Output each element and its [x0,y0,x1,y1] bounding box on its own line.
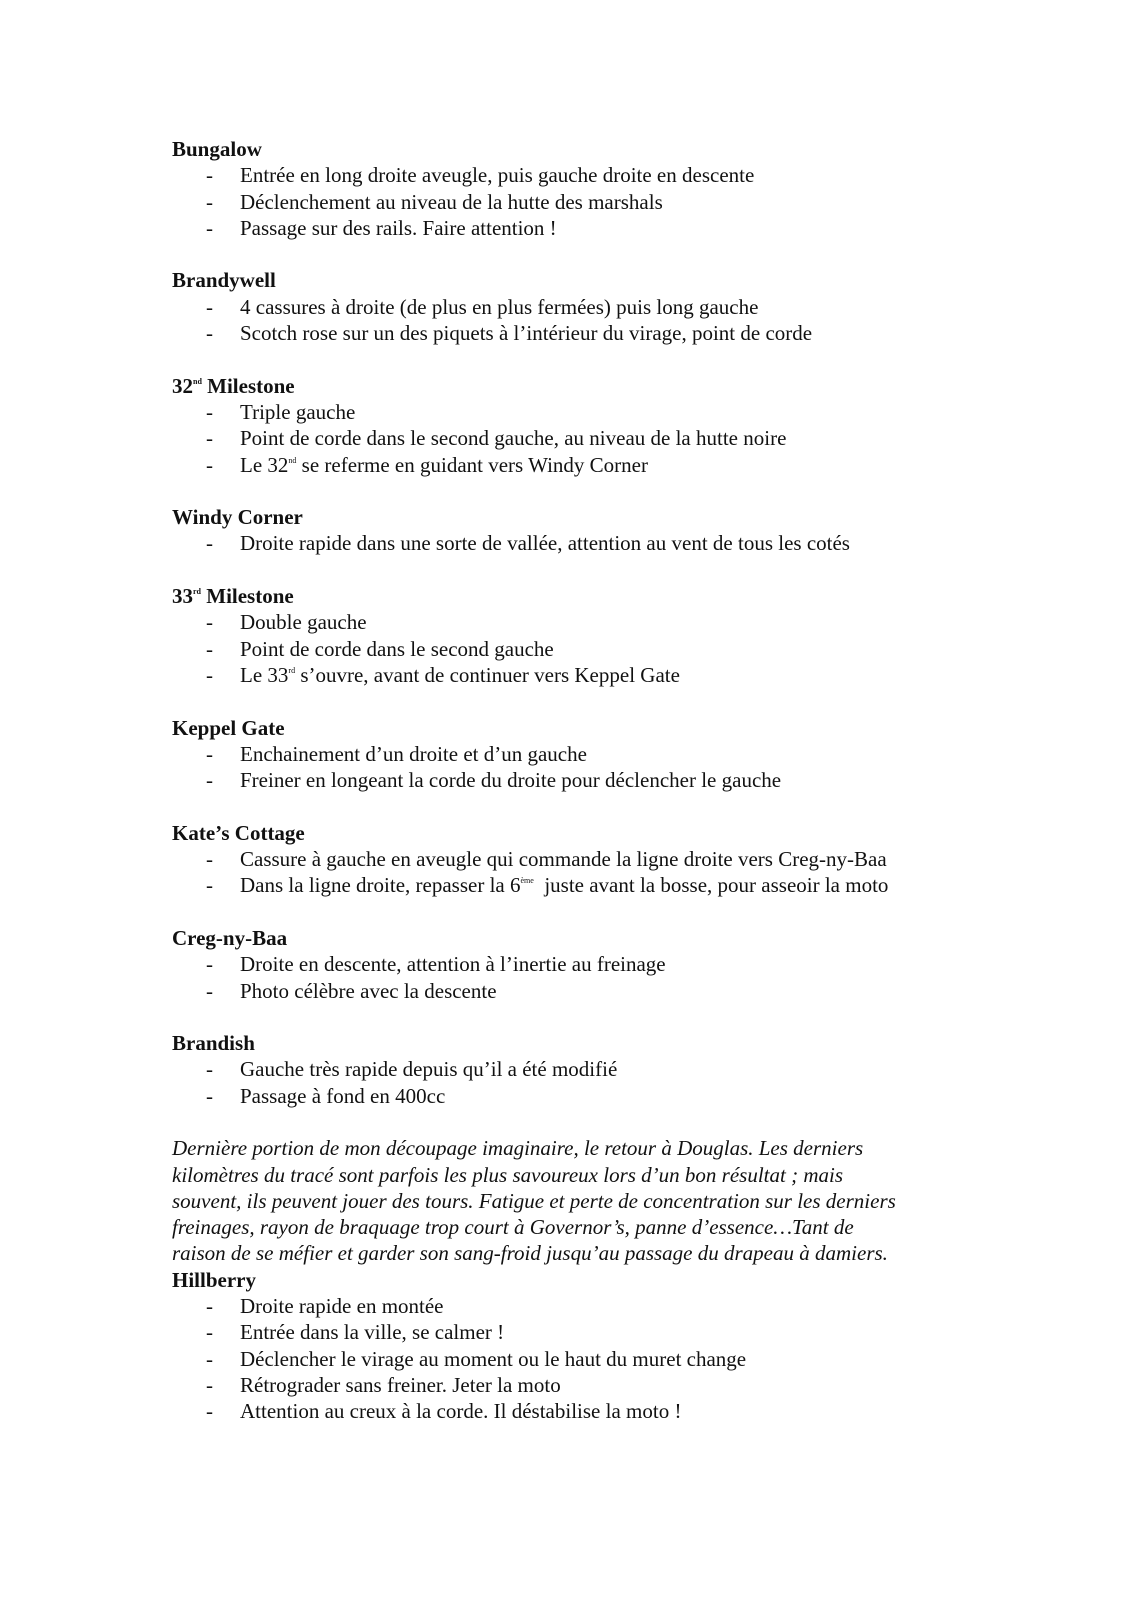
list-item-text: Scotch rose sur un des piquets à l’intérieur du virage, point de corde [240,321,813,346]
list-item-text: 4 cassures à droite (de plus en plus fermées) puis long gauche [240,294,759,319]
list-item [172,1398,972,1424]
bullet-dash: - [206,1320,213,1345]
bullet-dash: - [206,189,213,214]
section-title: Windy Corner [172,505,303,530]
title-text: Milestone [201,373,295,398]
list-item [172,452,972,478]
list-item-text: Déclencher le virage au moment ou le haut du muret change [240,1346,747,1371]
list-item-text: Passage à fond en 400cc [240,1083,446,1108]
list-item-text: Enchainement d’un droite et d’un gauche [240,741,587,766]
section-keppel-gate [172,715,972,794]
list-item-text-pre: Dans la ligne droite, repasser la 6 [240,873,521,898]
list-item [172,425,972,451]
list-item-text: Point de corde dans le second gauche [240,636,554,661]
list-item-text: Photo célèbre avec la descente [240,978,497,1003]
bullet-dash: - [206,426,213,451]
list-item [172,636,972,662]
bullet-dash: - [206,1294,213,1319]
list-item [172,399,972,425]
section-33rd-milestone [172,583,972,688]
section-brandywell [172,267,972,346]
list-item-text: Droite en descente, attention à l’inertie au freinage [240,952,666,977]
list-item-text: Entrée en long droite aveugle, puis gauche droite en descente [240,163,755,188]
intro-line: freinages, rayon de braquage trop court à Governor’s, panne d’essence…Tant de [172,1215,854,1240]
section-title: Creg-ny-Baa [172,925,288,950]
list-item [172,1372,972,1398]
section-32nd-milestone [172,373,972,478]
list-item [172,1293,972,1319]
bullet-list [172,162,972,241]
intro-paragraph [172,1135,972,1266]
list-item [172,978,972,1004]
bullet-dash: - [206,873,213,898]
list-item-text-pre: Le 32 [240,452,289,477]
section-title [172,373,972,399]
bullet-list [172,741,972,794]
list-item [172,294,972,320]
section-spacer [172,1004,972,1030]
list-item [172,609,972,635]
bullet-dash: - [206,1372,213,1397]
list-item-text: Double gauche [240,610,367,635]
list-item [172,320,972,346]
bullet-dash: - [206,321,213,346]
bullet-dash: - [206,847,213,872]
ordinal-superscript: nd [288,455,297,465]
bullet-dash: - [206,741,213,766]
list-item-text: Attention au creux à la corde. Il déstabilise la moto ! [240,1399,682,1424]
list-item [172,1083,972,1109]
list-item-text-post: se referme en guidant vers Windy Corner [296,452,648,477]
intro-line: Dernière portion de mon découpage imaginaire, le retour à Douglas. Les derniers [172,1136,864,1161]
list-item [172,741,972,767]
bullet-dash: - [206,531,213,556]
section-title: Brandish [172,1031,255,1056]
bullet-list [172,399,972,478]
list-item [172,189,972,215]
section-spacer [172,793,972,819]
title-number: 33 [172,584,193,609]
section-hillberry [172,1267,972,1425]
section-title: Kate’s Cottage [172,820,305,845]
list-item [172,767,972,793]
list-item [172,530,972,556]
title-number: 32 [172,373,193,398]
bullet-dash: - [206,768,213,793]
section-spacer [172,478,972,504]
section-title [172,583,972,609]
list-item [172,1346,972,1372]
list-item-text: Entrée dans la ville, se calmer ! [240,1320,505,1345]
bullet-dash: - [206,163,213,188]
list-item-text-post: s’ouvre, avant de continuer vers Keppel Gate [295,662,680,687]
list-item-text: Gauche très rapide depuis qu’il a été modifié [240,1057,618,1082]
ordinal-superscript: ème [520,876,534,886]
bullet-dash: - [206,1346,213,1371]
list-item [172,162,972,188]
bullet-list [172,530,972,556]
bullet-dash: - [206,636,213,661]
list-item-text: Droite rapide dans une sorte de vallée, attention au vent de tous les cotés [240,531,850,556]
ordinal-superscript: rd [288,665,296,675]
list-item [172,872,972,898]
list-item-text: Rétrograder sans freiner. Jeter la moto [240,1372,561,1397]
bullet-dash: - [206,610,213,635]
section-title: Brandywell [172,268,276,293]
bullet-list [172,609,972,688]
section-spacer [172,241,972,267]
list-item-text: Freiner en longeant la corde du droite pour déclencher le gauche [240,768,782,793]
bullet-list [172,294,972,347]
list-item [172,951,972,977]
list-item-text: Passage sur des rails. Faire attention ! [240,215,557,240]
bullet-dash: - [206,294,213,319]
section-creg-ny-baa [172,925,972,1004]
list-item [172,846,972,872]
title-ordinal: nd [193,376,202,386]
bullet-dash: - [206,399,213,424]
title-text: Milestone [201,584,294,609]
bullet-dash: - [206,1057,213,1082]
bullet-list [172,951,972,1004]
section-spacer [172,346,972,372]
bullet-dash: - [206,215,213,240]
section-title: Keppel Gate [172,715,285,740]
section-spacer [172,557,972,583]
list-item-text-pre: Le 33 [240,662,289,687]
bullet-list [172,1293,972,1424]
bullet-dash: - [206,1399,213,1424]
list-item-text: Triple gauche [240,399,356,424]
bullet-dash: - [206,662,213,687]
list-item-text: Droite rapide en montée [240,1294,444,1319]
section-title: Bungalow [172,137,262,161]
section-spacer [172,688,972,714]
bullet-list [172,846,972,899]
list-item [172,1056,972,1082]
intro-line: kilomètres du tracé sont parfois les plus savoureux lors d’un bon résultat ; mais [172,1162,843,1187]
list-item-text: Point de corde dans le second gauche, au niveau de la hutte noire [240,426,787,451]
intro-line: raison de se méfier et garder son sang-froid jusqu’au passage du drapeau à damiers. [172,1241,888,1266]
intro-line: souvent, ils peuvent jouer des tours. Fatigue et perte de concentration sur les derniers [172,1188,896,1213]
list-item [172,662,972,688]
section-kates-cottage [172,820,972,899]
bullet-dash: - [206,1083,213,1108]
bullet-list [172,1056,972,1109]
list-item [172,215,972,241]
bullet-dash: - [206,978,213,1003]
bullet-dash: - [206,952,213,977]
section-spacer [172,899,972,925]
title-ordinal: rd [193,587,201,597]
list-item [172,1319,972,1345]
list-item-text: Déclenchement au niveau de la hutte des marshals [240,189,663,214]
document-page [172,136,972,1425]
section-title: Hillberry [172,1267,256,1292]
bullet-dash: - [206,452,213,477]
list-item-text-post: juste avant la bosse, pour asseoir la moto [533,873,889,898]
list-item-text: Cassure à gauche en aveugle qui commande la ligne droite vers Creg-ny-Baa [240,847,887,872]
section-bungalow [172,136,972,241]
section-spacer [172,1109,972,1135]
section-brandish [172,1030,972,1109]
section-windy-corner [172,504,972,557]
